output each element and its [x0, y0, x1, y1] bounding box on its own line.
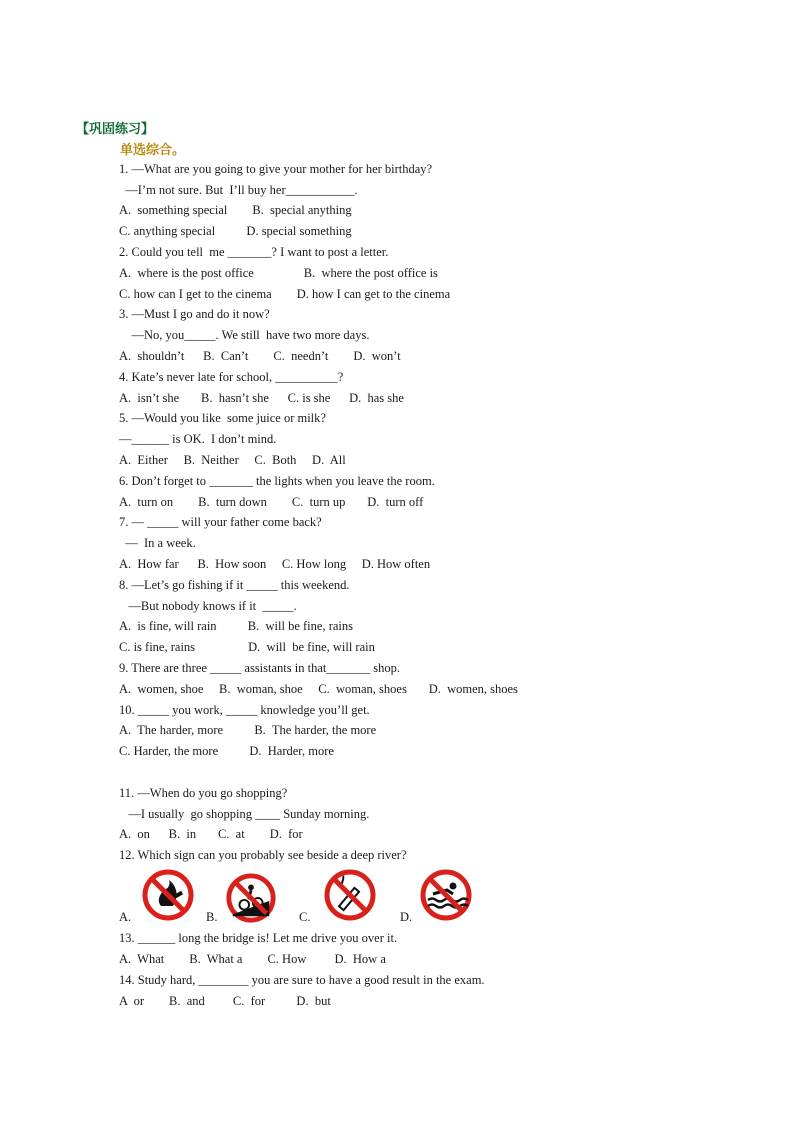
q2-options-cd: C. how can I get to the cinema D. how I can get to the cinema — [119, 287, 451, 301]
q7-stem: 7. — _____ will your father come back? — [119, 515, 322, 529]
no-smoking-icon — [323, 868, 377, 922]
q5-response: —______ is OK. I don’t mind. — [119, 432, 277, 446]
q4-stem: 4. Kate’s never late for school, __________? — [119, 370, 344, 384]
q3-response: —No, you_____. We still have two more days. — [119, 328, 370, 342]
section-header: 【巩固练习】 — [76, 122, 155, 137]
no-swimming-icon — [419, 868, 473, 922]
q13-stem: 13. ______ long the bridge is! Let me drive you over it. — [119, 931, 398, 945]
q6-options: A. turn on B. turn down C. turn up D. turn off — [119, 495, 424, 509]
q7-response: — In a week. — [119, 536, 196, 550]
sign-label-c: C. — [299, 910, 311, 924]
q2-stem: 2. Could you tell me _______? I want to post a letter. — [119, 245, 389, 259]
q9-options: A. women, shoe B. woman, shoe C. woman, shoes D. women, shoes — [119, 682, 518, 696]
q14-stem: 14. Study hard, ________ you are sure to have a good result in the exam. — [119, 973, 485, 987]
q12-sign-options — [119, 868, 519, 926]
q8-options-cd: C. is fine, rains D. will be fine, will rain — [119, 640, 375, 654]
q8-response: —But nobody knows if it _____. — [119, 599, 297, 613]
q5-stem: 5. —Would you like some juice or milk? — [119, 411, 326, 425]
q14-options: A or B. and C. for D. but — [119, 994, 331, 1008]
section-subheader: 单选综合。 — [120, 143, 186, 158]
q5-options: A. Either B. Neither C. Both D. All — [119, 453, 346, 467]
q13-options: A. What B. What a C. How D. How a — [119, 952, 386, 966]
q8-options-ab: A. is fine, will rain B. will be fine, rains — [119, 619, 353, 633]
q6-stem: 6. Don’t forget to _______ the lights when you leave the room. — [119, 474, 435, 488]
q7-options: A. How far B. How soon C. How long D. How often — [119, 557, 431, 571]
q1-options-cd: C. anything special D. special something — [119, 224, 352, 238]
sign-label-d: D. — [400, 910, 413, 924]
q10-options-ab: A. The harder, more B. The harder, the more — [119, 723, 377, 737]
no-cycling-icon — [225, 872, 277, 924]
q2-options-ab: A. where is the post office B. where the post office is — [119, 266, 438, 280]
sign-label-b: B. — [206, 910, 218, 924]
q10-stem: 10. _____ you work, _____ knowledge you’ll get. — [119, 703, 370, 717]
q3-options: A. shouldn’t B. Can’t C. needn’t D. won’t — [119, 349, 401, 363]
q12-stem: 12. Which sign can you probably see beside a deep river? — [119, 848, 407, 862]
q11-stem: 11. —When do you go shopping? — [119, 786, 288, 800]
q11-options: A. on B. in C. at D. for — [119, 827, 303, 841]
q4-options: A. isn’t she B. hasn’t she C. is she D. has she — [119, 391, 404, 405]
q1-options-ab: A. something special B. special anything — [119, 203, 352, 217]
q10-options-cd: C. Harder, the more D. Harder, more — [119, 744, 334, 758]
q11-response: —I usually go shopping ____ Sunday morning. — [119, 807, 370, 821]
q1-response: —I’m not sure. But I’ll buy her___________. — [119, 183, 358, 197]
q3-stem: 3. —Must I go and do it now? — [119, 307, 270, 321]
q9-stem: 9. There are three _____ assistants in that_______ shop. — [119, 661, 400, 675]
sign-label-a: A. — [119, 910, 132, 924]
q8-stem: 8. —Let’s go fishing if it _____ this weekend. — [119, 578, 350, 592]
q1-stem: 1. —What are you going to give your mother for her birthday? — [119, 162, 433, 176]
no-fire-icon — [141, 868, 195, 922]
